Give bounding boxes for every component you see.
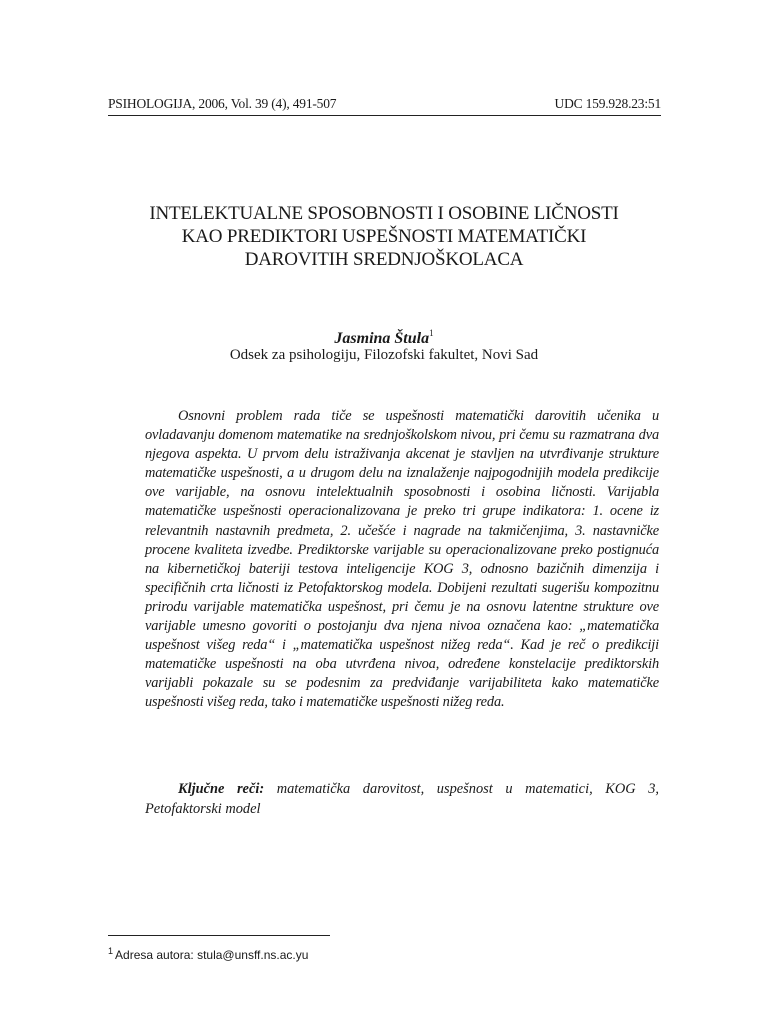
title-line-1: INTELEKTUALNE SPOSOBNOSTI I OSOBINE LIČNOSTI bbox=[149, 203, 619, 224]
author-affiliation: Odsek za psihologiju, Filozofski fakultet, Novi Sad bbox=[229, 347, 539, 363]
journal-citation: PSIHOLOGIJA, 2006, Vol. 39 (4), 491-507 bbox=[108, 96, 337, 111]
udc-code: UDC 159.928.23:51 bbox=[554, 96, 661, 111]
keywords bbox=[145, 780, 659, 819]
footnote-divider bbox=[108, 935, 330, 936]
keywords-label: Ključne reči: bbox=[178, 781, 265, 797]
title-line-2: KAO PREDIKTORI USPEŠNOSTI MATEMATIČKI bbox=[181, 226, 587, 247]
author-footnote-mark: 1 bbox=[429, 328, 434, 338]
running-header bbox=[108, 95, 661, 116]
abstract: Osnovni problem rada tiče se uspešnosti matematički darovitih učenika u ovladavanju domenom matematike na srednjoškolskom nivou, pri čemu su razmatrana dva njegova aspekta. U prvom delu istraživanja akcenat je stavljen na utvrđivanje strukture matematičke uspešnosti, a u drugom delu na iznalaženje najpogodnijih modela predikcije ove varijable, na osnovu intelektualnih sposobnosti i osobina ličnosti. Varijabla matematičke uspešnosti operacionalizovana je preko tri grupe indikatora: 1. ocene iz relevantnih nastavnih predmeta, 2. učešće i nagrade na takmičenjima, 3. nastavničke procene kvaliteta izvedbe. Prediktorske varijable su operacionalizovane preko postignuća na kibernetičkoj bateriji testova inteligencije KOG 3, odnosno bazičnih dimenzija i specifičnih crta ličnosti iz Petofaktorskog modela. Dobijeni rezultati sugerišu kompozitnu prirodu varijable matematička uspešnost, pri čemu je na osnovu latentne strukture ove varijable umesno govoriti o postojanju dva njena nivoa označena kao: „matematička uspešnost višeg reda“ i „matematička uspešnost nižeg reda“. Kad je reč o predikciji matematičke uspešnosti na oba utvrđena nivoa, određene konstelacije prediktorskih varijabli pokazale su se podesnim za predviđanje varijabiliteta kako matematičke uspešnosti višeg reda, tako i matematičke uspešnosti nižeg reda. bbox=[145, 408, 659, 711]
footnote bbox=[108, 943, 308, 963]
footnote-text: Adresa autora: stula@unsff.ns.ac.yu bbox=[115, 948, 309, 962]
footnote-mark: 1 bbox=[108, 946, 114, 956]
keywords-text: matematička darovitost, uspešnost u matematici, KOG 3, Petofaktorski model bbox=[145, 781, 659, 817]
article-title bbox=[100, 202, 668, 271]
author-name: Jasmina Štula bbox=[334, 330, 430, 347]
title-line-3: DAROVITIH SREDNJOŠKOLACA bbox=[244, 249, 524, 270]
